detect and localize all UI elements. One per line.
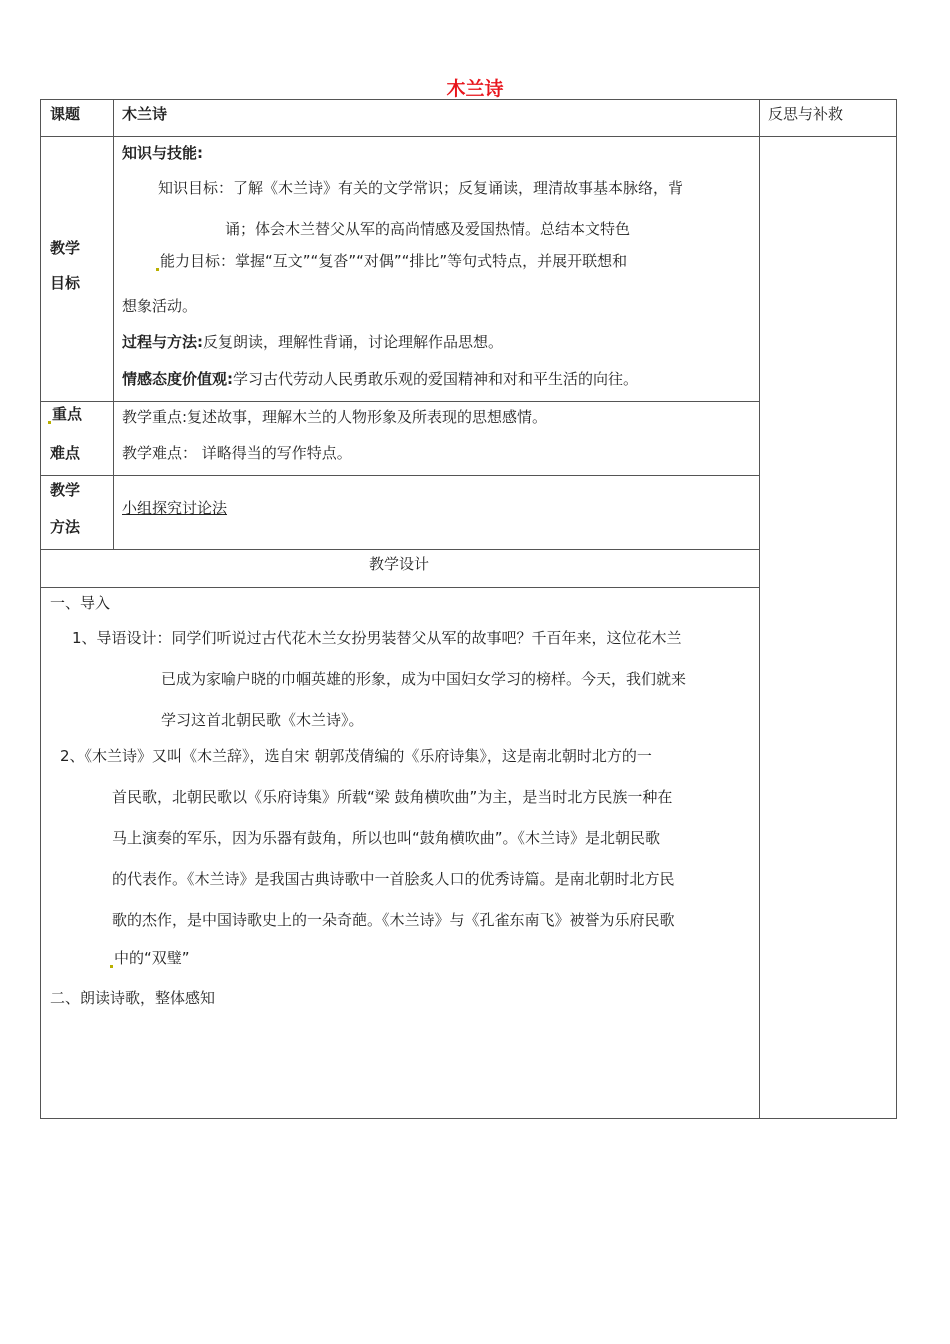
objectives-label-line2: 目标 (50, 274, 81, 292)
method-label-line2: 方法 (50, 518, 81, 536)
knowledge-line-2: 诵；体会木兰替父从军的高尚情感及爱国热情。总结本文特色 (225, 220, 631, 238)
intro-item2-line5: 歌的杰作，是中国诗歌史上的一朵奇葩。《木兰诗》与《孔雀东南飞》被誉为乐府民歌 (112, 911, 675, 929)
knowledge-line-1: 知识目标：了解《木兰诗》有关的文学常识；反复诵读，理清故事基本脉络，背 (158, 179, 684, 197)
method-value: 小组探究讨论法 (122, 499, 228, 517)
text-marker-dot (110, 965, 113, 968)
intro-item1-line1: 1、导语设计：同学们听说过古代花木兰女扮男装替父从军的故事吧？千百年来，这位花木兰 (72, 629, 682, 647)
knowledge-heading: 知识与技能: (122, 144, 203, 162)
teaching-difficulty: 教学难点： 详略得当的写作特点。 (122, 444, 352, 462)
text-marker-dot (48, 421, 51, 424)
method-label-line1: 教学 (50, 481, 81, 499)
section-reading-heading: 二、朗读诗歌，整体感知 (50, 989, 216, 1007)
keypoints-label-line1: 重点 (48, 403, 82, 424)
ability-line-1: 能力目标：掌握“互文”“复沓”“对偶”“排比”等句式特点，并展开联想和 (156, 250, 627, 271)
intro-item1-line3: 学习这首北朝民歌《木兰诗》。 (161, 711, 364, 729)
topic-value: 木兰诗 (122, 105, 168, 123)
intro-item2-line6: 中的“双璧” (110, 947, 190, 968)
text-marker-dot (156, 268, 159, 271)
intro-item2-line4: 的代表作。《木兰诗》是我国古典诗歌中一首脍炙人口的优秀诗篇。是南北朝时北方民 (112, 870, 675, 888)
design-heading: 教学设计 (369, 555, 430, 573)
intro-item1-line2: 已成为家喻户晓的巾帼英雄的形象，成为中国妇女学习的榜样。今天，我们就来 (161, 670, 687, 688)
teaching-focus: 教学重点:复述故事，理解木兰的人物形象及所表现的思想感情。 (122, 408, 548, 426)
ability-line-2: 想象活动。 (122, 297, 198, 315)
page-title: 木兰诗 (446, 78, 504, 100)
intro-item2-line2: 首民歌，北朝民歌以《乐府诗集》所载“梁 鼓角横吹曲”为主，是当时北方民族一种在 (112, 788, 673, 806)
emotion-line: 情感态度价值观:学习古代劳动人民勇敢乐观的爱国精神和对和平生活的向往。 (122, 370, 639, 388)
objectives-label-line1: 教学 (50, 239, 81, 257)
reflection-label: 反思与补救 (768, 105, 844, 123)
topic-label: 课题 (50, 105, 81, 123)
intro-item2-line1: 2、《木兰诗》又叫《木兰辞》，选自宋 朝郭茂倩编的《乐府诗集》，这是南北朝时北方的一 (60, 747, 652, 765)
process-line: 过程与方法:反复朗读，理解性背诵，讨论理解作品思想。 (122, 333, 504, 351)
keypoints-label-line2: 难点 (50, 444, 81, 462)
intro-item2-line3: 马上演奏的军乐，因为乐器有鼓角，所以也叫“鼓角横吹曲”。《木兰诗》是北朝民歌 (112, 829, 661, 847)
section-intro-heading: 一、导入 (50, 594, 111, 612)
